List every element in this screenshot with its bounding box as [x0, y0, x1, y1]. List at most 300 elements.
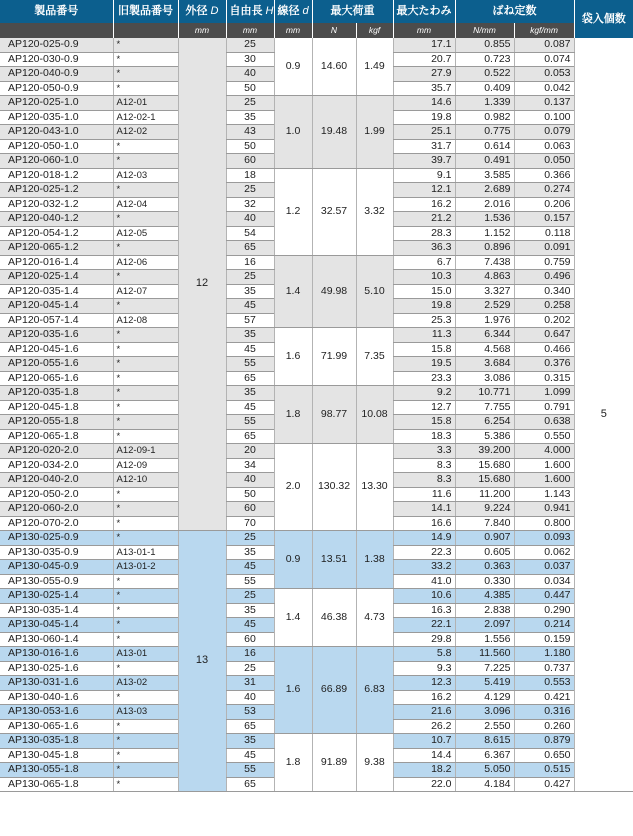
- spring-rate-kgf-cell: 0.466: [514, 342, 574, 357]
- max-deflection-cell: 19.5: [393, 357, 455, 372]
- spring-rate-kgf-cell: 0.206: [514, 197, 574, 212]
- product-number-cell: AP120-032-1.2: [0, 197, 113, 212]
- free-length-cell: 45: [226, 618, 274, 633]
- max-deflection-cell: 15.8: [393, 342, 455, 357]
- spring-rate-n-cell: 4.184: [455, 777, 514, 792]
- old-product-number-cell: A12-08: [113, 313, 178, 328]
- product-number-cell: AP120-055-1.6: [0, 357, 113, 372]
- wire-diameter-cell: 0.9: [274, 38, 312, 96]
- header-max-load: 最大荷重: [312, 0, 393, 23]
- max-deflection-cell: 11.6: [393, 487, 455, 502]
- old-product-number-cell: *: [113, 270, 178, 285]
- spring-rate-kgf-cell: 0.062: [514, 545, 574, 560]
- free-length-cell: 25: [226, 661, 274, 676]
- old-product-number-cell: *: [113, 415, 178, 430]
- max-deflection-cell: 18.3: [393, 429, 455, 444]
- product-number-cell: AP130-025-1.4: [0, 589, 113, 604]
- max-deflection-cell: 20.7: [393, 52, 455, 67]
- old-product-number-cell: *: [113, 183, 178, 198]
- max-deflection-cell: 22.0: [393, 777, 455, 792]
- max-deflection-cell: 10.6: [393, 589, 455, 604]
- product-number-cell: AP120-055-1.8: [0, 415, 113, 430]
- free-length-cell: 60: [226, 502, 274, 517]
- free-length-cell: 55: [226, 415, 274, 430]
- free-length-cell: 65: [226, 371, 274, 386]
- free-length-cell: 40: [226, 212, 274, 227]
- old-product-number-cell: A12-09: [113, 458, 178, 473]
- pack-quantity-cell: 5: [574, 38, 633, 792]
- max-load-kgf-cell: 13.30: [356, 444, 393, 531]
- free-length-cell: 53: [226, 705, 274, 720]
- max-deflection-cell: 10.7: [393, 734, 455, 749]
- product-number-cell: AP120-050-2.0: [0, 487, 113, 502]
- spring-rate-kgf-cell: 0.737: [514, 661, 574, 676]
- max-deflection-cell: 36.3: [393, 241, 455, 256]
- max-deflection-cell: 8.3: [393, 473, 455, 488]
- spring-rate-n-cell: 15.680: [455, 458, 514, 473]
- outer-diameter-cell: 13: [178, 531, 226, 792]
- max-load-n-cell: 98.77: [312, 386, 356, 444]
- unit-load-n: N: [312, 23, 356, 38]
- max-deflection-cell: 14.9: [393, 531, 455, 546]
- max-load-kgf-cell: 6.83: [356, 647, 393, 734]
- spring-rate-kgf-cell: 0.050: [514, 154, 574, 169]
- free-length-cell: 35: [226, 386, 274, 401]
- spring-rate-n-cell: 0.896: [455, 241, 514, 256]
- product-number-cell: AP120-020-2.0: [0, 444, 113, 459]
- product-number-cell: AP120-040-2.0: [0, 473, 113, 488]
- max-load-kgf-cell: 4.73: [356, 589, 393, 647]
- spring-rate-kgf-cell: 1.099: [514, 386, 574, 401]
- max-load-kgf-cell: 9.38: [356, 734, 393, 792]
- old-product-number-cell: *: [113, 400, 178, 415]
- max-load-n-cell: 130.32: [312, 444, 356, 531]
- free-length-cell: 40: [226, 690, 274, 705]
- max-deflection-cell: 22.3: [393, 545, 455, 560]
- product-number-cell: AP120-025-1.2: [0, 183, 113, 198]
- max-load-n-cell: 19.48: [312, 96, 356, 169]
- old-product-number-cell: *: [113, 212, 178, 227]
- old-product-number-cell: *: [113, 603, 178, 618]
- wire-diameter-cell: 1.8: [274, 386, 312, 444]
- free-length-cell: 45: [226, 400, 274, 415]
- free-length-cell: 55: [226, 357, 274, 372]
- header-wire-diameter: 線径 d: [274, 0, 312, 23]
- max-deflection-cell: 12.7: [393, 400, 455, 415]
- max-deflection-cell: 16.2: [393, 197, 455, 212]
- spring-rate-n-cell: 10.771: [455, 386, 514, 401]
- old-product-number-cell: A12-03: [113, 168, 178, 183]
- spring-rate-n-cell: 0.614: [455, 139, 514, 154]
- product-number-cell: AP120-030-0.9: [0, 52, 113, 67]
- spring-rate-kgf-cell: 0.366: [514, 168, 574, 183]
- max-deflection-cell: 14.6: [393, 96, 455, 111]
- free-length-cell: 35: [226, 328, 274, 343]
- product-number-cell: AP130-045-1.8: [0, 748, 113, 763]
- spring-rate-n-cell: 0.775: [455, 125, 514, 140]
- table-row: [0, 589, 633, 604]
- spring-rate-n-cell: 6.344: [455, 328, 514, 343]
- unit-rate-kgf: kgf/mm: [514, 23, 574, 38]
- max-deflection-cell: 16.6: [393, 516, 455, 531]
- spring-rate-kgf-cell: 0.091: [514, 241, 574, 256]
- free-length-cell: 65: [226, 777, 274, 792]
- free-length-cell: 50: [226, 487, 274, 502]
- spring-rate-kgf-cell: 0.427: [514, 777, 574, 792]
- max-deflection-cell: 19.8: [393, 110, 455, 125]
- free-length-cell: 50: [226, 81, 274, 96]
- spring-rate-n-cell: 0.363: [455, 560, 514, 575]
- spring-rate-kgf-cell: 0.274: [514, 183, 574, 198]
- spring-rate-kgf-cell: 0.100: [514, 110, 574, 125]
- max-deflection-cell: 21.6: [393, 705, 455, 720]
- table-row: [0, 255, 633, 270]
- old-product-number-cell: A12-10: [113, 473, 178, 488]
- max-load-n-cell: 49.98: [312, 255, 356, 328]
- spring-rate-n-cell: 7.438: [455, 255, 514, 270]
- product-number-cell: AP130-053-1.6: [0, 705, 113, 720]
- header-max-deflection: 最大たわみ: [393, 0, 455, 23]
- product-number-cell: AP130-055-0.9: [0, 574, 113, 589]
- old-product-number-cell: *: [113, 690, 178, 705]
- old-product-number-cell: A12-06: [113, 255, 178, 270]
- spring-rate-n-cell: 3.684: [455, 357, 514, 372]
- max-deflection-cell: 19.8: [393, 299, 455, 314]
- max-deflection-cell: 41.0: [393, 574, 455, 589]
- spring-rate-n-cell: 2.097: [455, 618, 514, 633]
- spring-rate-kgf-cell: 0.159: [514, 632, 574, 647]
- product-number-cell: AP120-025-1.4: [0, 270, 113, 285]
- table-row: [0, 328, 633, 343]
- product-number-cell: AP120-065-1.6: [0, 371, 113, 386]
- max-deflection-cell: 31.7: [393, 139, 455, 154]
- old-product-number-cell: A12-01: [113, 96, 178, 111]
- product-number-cell: AP130-031-1.6: [0, 676, 113, 691]
- max-deflection-cell: 23.3: [393, 371, 455, 386]
- spring-rate-n-cell: 2.550: [455, 719, 514, 734]
- max-deflection-cell: 10.3: [393, 270, 455, 285]
- max-load-kgf-cell: 3.32: [356, 168, 393, 255]
- spring-rate-n-cell: 0.491: [455, 154, 514, 169]
- wire-diameter-cell: 1.2: [274, 168, 312, 255]
- product-number-cell: AP120-050-1.0: [0, 139, 113, 154]
- max-load-n-cell: 13.51: [312, 531, 356, 589]
- free-length-cell: 35: [226, 110, 274, 125]
- spring-rate-n-cell: 5.419: [455, 676, 514, 691]
- old-product-number-cell: *: [113, 574, 178, 589]
- product-number-cell: AP120-025-0.9: [0, 38, 113, 52]
- old-product-number-cell: *: [113, 67, 178, 82]
- spring-rate-n-cell: 6.254: [455, 415, 514, 430]
- max-deflection-cell: 21.2: [393, 212, 455, 227]
- header-old-product-number: 旧製品番号: [113, 0, 178, 23]
- max-deflection-cell: 27.9: [393, 67, 455, 82]
- free-length-cell: 57: [226, 313, 274, 328]
- spring-rate-kgf-cell: 0.515: [514, 763, 574, 778]
- spring-rate-n-cell: 5.386: [455, 429, 514, 444]
- spring-rate-n-cell: 4.863: [455, 270, 514, 285]
- wire-diameter-cell: 1.6: [274, 328, 312, 386]
- free-length-cell: 32: [226, 197, 274, 212]
- table-row: [0, 168, 633, 183]
- old-product-number-cell: A12-09-1: [113, 444, 178, 459]
- max-deflection-cell: 11.3: [393, 328, 455, 343]
- spring-rate-kgf-cell: 0.137: [514, 96, 574, 111]
- max-deflection-cell: 6.7: [393, 255, 455, 270]
- unit-free-length: mm: [226, 23, 274, 38]
- old-product-number-cell: *: [113, 38, 178, 52]
- old-product-number-cell: *: [113, 81, 178, 96]
- old-product-number-cell: *: [113, 589, 178, 604]
- free-length-cell: 65: [226, 429, 274, 444]
- old-product-number-cell: *: [113, 632, 178, 647]
- max-deflection-cell: 15.0: [393, 284, 455, 299]
- old-product-number-cell: *: [113, 502, 178, 517]
- spring-rate-kgf-cell: 0.421: [514, 690, 574, 705]
- old-product-number-cell: *: [113, 299, 178, 314]
- old-product-number-cell: *: [113, 487, 178, 502]
- spring-rate-kgf-cell: 0.340: [514, 284, 574, 299]
- spring-rate-n-cell: 2.016: [455, 197, 514, 212]
- old-product-number-cell: *: [113, 371, 178, 386]
- spring-rate-n-cell: 4.129: [455, 690, 514, 705]
- max-deflection-cell: 9.3: [393, 661, 455, 676]
- spring-rate-n-cell: 3.096: [455, 705, 514, 720]
- max-load-n-cell: 32.57: [312, 168, 356, 255]
- free-length-cell: 25: [226, 183, 274, 198]
- max-deflection-cell: 16.2: [393, 690, 455, 705]
- old-product-number-cell: A13-01-1: [113, 545, 178, 560]
- free-length-cell: 45: [226, 342, 274, 357]
- spring-rate-kgf-cell: 0.941: [514, 502, 574, 517]
- old-product-number-cell: *: [113, 357, 178, 372]
- product-number-cell: AP130-025-0.9: [0, 531, 113, 546]
- spring-rate-n-cell: 3.086: [455, 371, 514, 386]
- product-number-cell: AP120-040-0.9: [0, 67, 113, 82]
- spring-rate-kgf-cell: 0.315: [514, 371, 574, 386]
- spring-rate-n-cell: 1.339: [455, 96, 514, 111]
- product-number-cell: AP120-040-1.2: [0, 212, 113, 227]
- spring-rate-kgf-cell: 0.553: [514, 676, 574, 691]
- spring-rate-n-cell: 6.367: [455, 748, 514, 763]
- product-number-cell: AP120-060-1.0: [0, 154, 113, 169]
- old-product-number-cell: A12-02: [113, 125, 178, 140]
- product-number-cell: AP120-016-1.4: [0, 255, 113, 270]
- free-length-cell: 35: [226, 284, 274, 299]
- product-number-cell: AP120-034-2.0: [0, 458, 113, 473]
- free-length-cell: 30: [226, 52, 274, 67]
- max-deflection-cell: 17.1: [393, 38, 455, 52]
- max-deflection-cell: 5.8: [393, 647, 455, 662]
- spring-rate-kgf-cell: 0.638: [514, 415, 574, 430]
- unit-outer-diameter: mm: [178, 23, 226, 38]
- product-number-cell: AP120-035-1.8: [0, 386, 113, 401]
- old-product-number-cell: *: [113, 241, 178, 256]
- spring-rate-n-cell: 4.568: [455, 342, 514, 357]
- free-length-cell: 70: [226, 516, 274, 531]
- free-length-cell: 50: [226, 139, 274, 154]
- old-product-number-cell: *: [113, 328, 178, 343]
- product-number-cell: AP120-065-1.2: [0, 241, 113, 256]
- max-deflection-cell: 29.8: [393, 632, 455, 647]
- spring-rate-n-cell: 0.982: [455, 110, 514, 125]
- table-row: [0, 734, 633, 749]
- spring-rate-n-cell: 2.689: [455, 183, 514, 198]
- spring-rate-kgf-cell: 0.316: [514, 705, 574, 720]
- free-length-cell: 45: [226, 299, 274, 314]
- spring-rate-kgf-cell: 0.800: [514, 516, 574, 531]
- spring-rate-n-cell: 0.409: [455, 81, 514, 96]
- spring-rate-kgf-cell: 0.214: [514, 618, 574, 633]
- free-length-cell: 18: [226, 168, 274, 183]
- spring-rate-kgf-cell: 0.550: [514, 429, 574, 444]
- max-load-n-cell: 66.89: [312, 647, 356, 734]
- spring-rate-kgf-cell: 0.447: [514, 589, 574, 604]
- free-length-cell: 54: [226, 226, 274, 241]
- max-deflection-cell: 12.1: [393, 183, 455, 198]
- old-product-number-cell: *: [113, 429, 178, 444]
- old-product-number-cell: A12-07: [113, 284, 178, 299]
- unit-wire-diameter: mm: [274, 23, 312, 38]
- header-free-length: 自由長 H: [226, 0, 274, 23]
- max-deflection-cell: 22.1: [393, 618, 455, 633]
- product-number-cell: AP120-070-2.0: [0, 516, 113, 531]
- wire-diameter-cell: 1.4: [274, 589, 312, 647]
- unit-row: [0, 23, 633, 38]
- free-length-cell: 65: [226, 719, 274, 734]
- max-load-kgf-cell: 1.99: [356, 96, 393, 169]
- table-row: [0, 386, 633, 401]
- table-row: [0, 647, 633, 662]
- spring-rate-kgf-cell: 0.037: [514, 560, 574, 575]
- free-length-cell: 45: [226, 560, 274, 575]
- product-number-cell: AP120-065-1.8: [0, 429, 113, 444]
- spring-rate-n-cell: 8.615: [455, 734, 514, 749]
- old-product-number-cell: A12-04: [113, 197, 178, 212]
- old-product-number-cell: *: [113, 139, 178, 154]
- spring-rate-kgf-cell: 0.791: [514, 400, 574, 415]
- free-length-cell: 65: [226, 241, 274, 256]
- free-length-cell: 25: [226, 270, 274, 285]
- max-deflection-cell: 35.7: [393, 81, 455, 96]
- spring-rate-kgf-cell: 0.290: [514, 603, 574, 618]
- spring-rate-kgf-cell: 0.157: [514, 212, 574, 227]
- spring-rate-kgf-cell: 0.034: [514, 574, 574, 589]
- product-number-cell: AP130-035-0.9: [0, 545, 113, 560]
- spring-rate-n-cell: 4.385: [455, 589, 514, 604]
- spring-rate-kgf-cell: 1.600: [514, 458, 574, 473]
- spring-rate-n-cell: 11.200: [455, 487, 514, 502]
- spring-rate-kgf-cell: 0.879: [514, 734, 574, 749]
- header-row: [0, 0, 633, 23]
- spring-rate-kgf-cell: 0.053: [514, 67, 574, 82]
- max-load-n-cell: 91.89: [312, 734, 356, 792]
- spring-rate-n-cell: 9.224: [455, 502, 514, 517]
- wire-diameter-cell: 1.8: [274, 734, 312, 792]
- free-length-cell: 25: [226, 96, 274, 111]
- max-deflection-cell: 9.1: [393, 168, 455, 183]
- free-length-cell: 35: [226, 545, 274, 560]
- free-length-cell: 40: [226, 473, 274, 488]
- table-row: [0, 531, 633, 546]
- spring-rate-kgf-cell: 0.496: [514, 270, 574, 285]
- header-product-number: 製品番号: [0, 0, 113, 23]
- wire-diameter-cell: 2.0: [274, 444, 312, 531]
- old-product-number-cell: A13-01: [113, 647, 178, 662]
- unit-deflection: mm: [393, 23, 455, 38]
- spring-rate-kgf-cell: 0.093: [514, 531, 574, 546]
- free-length-cell: 55: [226, 763, 274, 778]
- product-number-cell: AP130-065-1.8: [0, 777, 113, 792]
- free-length-cell: 34: [226, 458, 274, 473]
- spring-rate-n-cell: 2.529: [455, 299, 514, 314]
- old-product-number-cell: *: [113, 516, 178, 531]
- max-load-kgf-cell: 1.49: [356, 38, 393, 96]
- product-number-cell: AP120-060-2.0: [0, 502, 113, 517]
- free-length-cell: 55: [226, 574, 274, 589]
- header-outer-diameter: 外径 D: [178, 0, 226, 23]
- product-number-cell: AP120-035-1.0: [0, 110, 113, 125]
- product-number-cell: AP120-045-1.4: [0, 299, 113, 314]
- old-product-number-cell: *: [113, 777, 178, 792]
- product-number-cell: AP120-035-1.6: [0, 328, 113, 343]
- old-product-number-cell: A12-05: [113, 226, 178, 241]
- spring-rate-kgf-cell: 0.376: [514, 357, 574, 372]
- spring-rate-n-cell: 1.556: [455, 632, 514, 647]
- max-deflection-cell: 12.3: [393, 676, 455, 691]
- spring-rate-kgf-cell: 1.180: [514, 647, 574, 662]
- header-spring-rate: ばね定数: [455, 0, 574, 23]
- spring-rate-kgf-cell: 0.063: [514, 139, 574, 154]
- product-number-cell: AP120-045-1.8: [0, 400, 113, 415]
- max-deflection-cell: 14.4: [393, 748, 455, 763]
- max-deflection-cell: 26.2: [393, 719, 455, 734]
- spring-rate-n-cell: 3.327: [455, 284, 514, 299]
- max-deflection-cell: 39.7: [393, 154, 455, 169]
- spring-rate-n-cell: 2.838: [455, 603, 514, 618]
- spring-rate-kgf-cell: 0.258: [514, 299, 574, 314]
- max-load-kgf-cell: 10.08: [356, 386, 393, 444]
- product-number-cell: AP130-065-1.6: [0, 719, 113, 734]
- wire-diameter-cell: 1.4: [274, 255, 312, 328]
- old-product-number-cell: *: [113, 154, 178, 169]
- spring-rate-kgf-cell: 0.202: [514, 313, 574, 328]
- product-number-cell: AP120-050-0.9: [0, 81, 113, 96]
- old-product-number-cell: *: [113, 386, 178, 401]
- old-product-number-cell: A12-02-1: [113, 110, 178, 125]
- spring-rate-n-cell: 7.755: [455, 400, 514, 415]
- old-product-number-cell: *: [113, 342, 178, 357]
- spring-rate-kgf-cell: 1.600: [514, 473, 574, 488]
- spring-rate-n-cell: 7.225: [455, 661, 514, 676]
- wire-diameter-cell: 1.6: [274, 647, 312, 734]
- product-number-cell: AP130-035-1.4: [0, 603, 113, 618]
- product-number-cell: AP120-018-1.2: [0, 168, 113, 183]
- free-length-cell: 20: [226, 444, 274, 459]
- free-length-cell: 16: [226, 255, 274, 270]
- unit-product-blank: [0, 23, 113, 38]
- spring-rate-n-cell: 0.855: [455, 38, 514, 52]
- free-length-cell: 35: [226, 734, 274, 749]
- spring-rate-kgf-cell: 0.650: [514, 748, 574, 763]
- old-product-number-cell: A13-03: [113, 705, 178, 720]
- spring-rate-n-cell: 0.522: [455, 67, 514, 82]
- old-product-number-cell: *: [113, 734, 178, 749]
- spring-rate-kgf-cell: 0.079: [514, 125, 574, 140]
- old-product-number-cell: *: [113, 618, 178, 633]
- spring-rate-n-cell: 5.050: [455, 763, 514, 778]
- spring-rate-kgf-cell: 1.143: [514, 487, 574, 502]
